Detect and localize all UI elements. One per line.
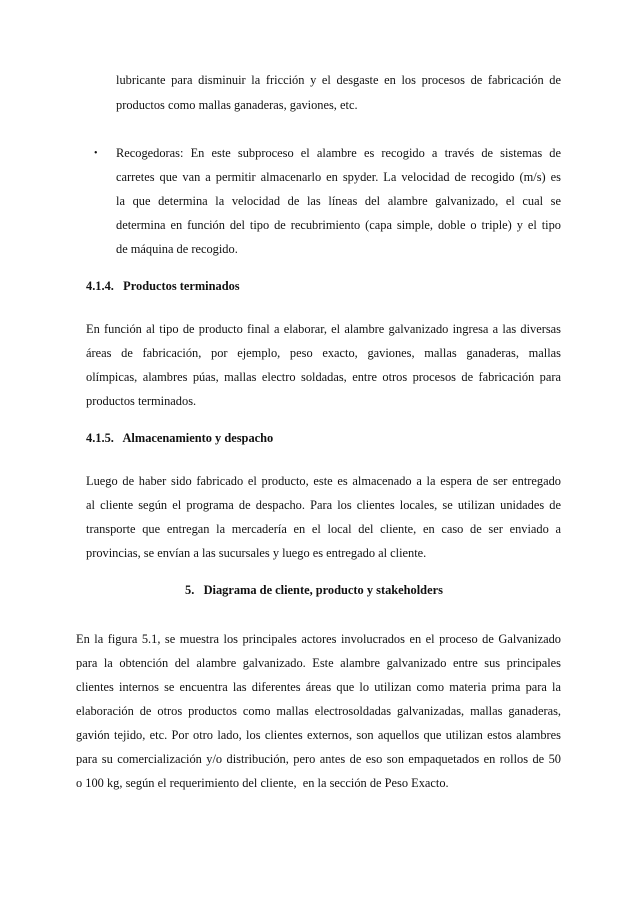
paragraph-line: gavión tejido, etc. Por otro lado, los clientes externos, son aquellos que utilizan estos alambres [76, 728, 561, 742]
paragraph-line: olímpicas, alambres púas, mallas electro soldadas, entre otros procesos de fabricación para [86, 370, 561, 384]
bullet-line: carretes que van a permitir almacenarlo en spyder. La velocidad de recogido (m/s) es [116, 170, 561, 184]
paragraph-line: o 100 kg, según el requerimiento del cliente, en la sección de Peso Exacto. [76, 776, 449, 790]
paragraph-line: para su comercialización y/o distribución, pero antes de eso son empaquetados en rollos de 50 [76, 752, 561, 766]
paragraph-line: En la figura 5.1, se muestra los principales actores involucrados en el proceso de Galvanizado [76, 632, 561, 646]
paragraph-line: provincias, se envían a las sucursales y luego es entregado al cliente. [86, 546, 427, 560]
paragraph-line: al cliente según el programa de despacho. Para los clientes locales, se utilizan unidades de [86, 498, 561, 512]
paragraph-line: áreas de fabricación, por ejemplo, peso exacto, gaviones, mallas ganaderas, mallas [86, 346, 561, 360]
paragraph-line: lubricante para disminuir la fricción y el desgaste en los procesos de fabricación de [116, 73, 561, 87]
bullet-line: determina en función del tipo de recubrimiento (capa simple, doble o triple) y el tipo [116, 218, 561, 232]
section-heading: 4.1.4. Productos terminados [86, 279, 240, 293]
bullet-line: la que determina la velocidad de las líneas del alambre galvanizado, el cual se [116, 194, 561, 208]
section-heading: 4.1.5. Almacenamiento y despacho [86, 431, 274, 445]
bullet-icon: • [94, 148, 98, 159]
chapter-heading: 5. Diagrama de cliente, producto y stakeholders [185, 583, 443, 597]
paragraph-line: productos como mallas ganaderas, gaviones, etc. [116, 98, 358, 112]
paragraph-line: clientes internos se encuentra las diferentes áreas que lo utilizan como materia prima para la [76, 680, 561, 694]
paragraph-line: para la obtención del alambre galvanizado. Este alambre galvanizado entre sus principales [76, 656, 561, 670]
paragraph-line: elaboración de otros productos como mallas electrosoldadas galvanizadas, mallas ganaderas, [76, 704, 561, 718]
bullet-line: de máquina de recogido. [116, 242, 238, 256]
paragraph-line: productos terminados. [86, 394, 197, 408]
paragraph-line: transporte que entregan la mercadería en el local del cliente, en caso de ser enviado a [86, 522, 561, 536]
paragraph-line: Luego de haber sido fabricado el producto, este es almacenado a la espera de ser entregado [86, 474, 561, 488]
paragraph-line: En función al tipo de producto final a elaborar, el alambre galvanizado ingresa a las diversas [86, 322, 561, 336]
bullet-line: Recogedoras: En este subproceso el alambre es recogido a través de sistemas de [116, 146, 561, 160]
